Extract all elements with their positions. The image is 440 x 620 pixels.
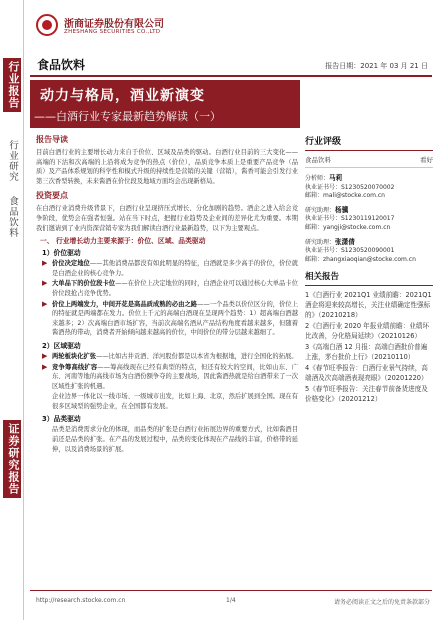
list-item-title: 大单品下的价位段卡位	[52, 280, 116, 288]
list-item-text: ——筹高线现在已经有典型的特点，但还有较大的空间，比如山东、广东、河南等地的高线市场为白酒份额争夺的主要战场，因此酱酒热就是给白酒带来了一次区域性扩张的机遇。	[52, 363, 299, 390]
list-item-title: 竞争筹高线扩容	[52, 363, 98, 371]
related-report-link[interactable]: 5《春节旺季报告：关注春节前备货进度及价格变化》（20201212）	[305, 385, 428, 404]
rating-industry: 食品饮料	[305, 156, 331, 164]
side-report-type-tag: 行业报告	[3, 58, 21, 112]
logo-chinese-name: 浙商证券股份有限公司	[64, 19, 164, 30]
industry-title: 食品饮料	[37, 58, 86, 72]
related-report-link[interactable]: 3《高端白酒 12 月报：高端白酒批价普遍上涨，茅台批价上行》（20210110）	[305, 343, 428, 362]
category-text: 品类是消费需求分化的体现，而品类的扩张是白酒行业拓展边界的重要方式，比如酱酒目前还是品类的扩张。在产品的发展过程中，品类的变化体现在产品线的丰富，价格带的延伸，以及消费场景的扩展。	[52, 426, 298, 453]
side-category-text: 行业研究	[7, 140, 18, 182]
bullet-icon: ▶	[42, 299, 48, 308]
analyst-block	[305, 238, 433, 265]
main-content	[36, 134, 298, 454]
rating-title: 行业评级	[305, 134, 433, 151]
related-report-link[interactable]: 4《春节旺季报告：白酒行业景气持续，高端酒及次高端酒表现亮眼》（20201220）	[305, 364, 428, 383]
related-report-link[interactable]: 2《白酒行业 2020 年报业绩前瞻：业绩环比改善，分化格局延续》（20210126）	[305, 322, 430, 341]
report-subheadline: ——白酒行业专家最新趋势解读（一）	[34, 110, 221, 123]
analyst-block	[305, 174, 433, 201]
list-item-text: ——其他消费品都没有如此明显的特征，白酒就是多少高手的价位，价位就是白酒企业的核心竞争力。	[52, 260, 299, 277]
list-item	[36, 352, 298, 362]
logo-mark-icon	[36, 14, 58, 36]
analyst-block	[305, 206, 433, 233]
analyst-name: 杨骥	[335, 205, 349, 214]
sub-heading-category: 3）品类驱动	[42, 415, 81, 424]
analyst-email[interactable]: 邮箱：zhangxiaoqian@stocke.com.cn	[305, 255, 416, 263]
analyst-role: 研究助理：	[305, 238, 336, 246]
analyst-license: 执业证书号：S1230520070002	[305, 183, 395, 191]
page-number: 1/4	[226, 597, 236, 604]
headline-banner	[30, 80, 300, 128]
analyst-role: 研究助理：	[305, 206, 336, 214]
analyst-name: 张潇倩	[335, 237, 355, 246]
bullet-icon: ▶	[42, 259, 48, 268]
report-headline: 动力与格局，酒业新演变	[40, 88, 205, 104]
rating-row	[305, 151, 433, 168]
analyst-license: 执业证书号：S1230119120017	[305, 215, 395, 223]
related-report-link[interactable]: 1《白酒行业 2021Q1 业绩前瞻：2021Q1 酒企将迎来较高增长，关注业绩确定性强标的》（20210218）	[305, 291, 432, 320]
list-item-title: 价位上两端发力，中间开花是高品质成熟的必由之路	[52, 300, 198, 308]
bullet-icon: ▶	[42, 362, 48, 371]
bullet-icon: ▶	[42, 351, 48, 360]
viewpoint-title: 投资要点	[36, 191, 68, 201]
analyst-name: 马莉	[329, 174, 343, 182]
title-divider	[30, 75, 432, 77]
footer-divider	[30, 590, 432, 591]
region-text: 企业边界一体化以一线市场、一级城市出发，比如上海、北京，然后扩展到全国。现在有很多区域型的强势企业，在全国都有发展。	[52, 393, 298, 410]
rating-value: 看好	[420, 156, 433, 164]
side-industry-text: 食品饮料	[7, 196, 18, 238]
summary-title: 报告导读	[36, 135, 68, 144]
section-heading-1: 一、 行业增长动力主要来源于：价位、区域、品类驱动	[40, 237, 206, 246]
summary-text: 目前白酒行业的主要增长动力来自于价位、区域及品类的驱动。白酒行业目前的三大变化——高端的下沽和次高端的上沿将成为竞争的热点（价位），品质竞争本质上是重要产品竞争（品质）及产品体系规划的科学性和模式升级的持续性是营销的关键（营销），酱香可能会引发行业第三次香型转换，未来酱酒在价位段及地域方面均会出现新格局。	[36, 149, 298, 185]
viewpoint-text: 在白酒行业消费升级背景下，白酒行业呈现挤压式增长、分化加剧的趋势。酒企之进入给会竞争阶段，优势会在强者恒强。站在当下时点，把握行业趋势及企业间的差异化尤为重要。本期我们邀请到了业内资深营销专家为我们解读白酒行业最新趋势，以下为主要观点。	[36, 205, 298, 232]
right-column	[305, 134, 433, 405]
analyst-license: 执业证书号：S1230520090001	[305, 247, 395, 255]
related-reports-list	[305, 290, 433, 404]
related-reports-title: 相关报告	[305, 270, 433, 286]
bullet-icon: ▶	[42, 279, 48, 288]
analyst-email[interactable]: 邮箱：yangji@stocke.com.cn	[305, 223, 391, 231]
analyst-role: 分析师：	[305, 175, 330, 182]
list-item	[36, 363, 298, 392]
list-item-text: ——一个品类以价位区分的，价位上的特征就是两端都在发力。价位上千元的高端白酒现在呈现两个趋势：1）超高端白酒越来越多；2）次高端白酒市场扩容，当前次高端名酒从产品结构角度看越来越多，但随着酱酒热的带动，消费者开始倾向越来越高的价位，中间价位的带分层越来越细了。	[52, 300, 299, 337]
list-item	[36, 279, 298, 298]
list-item	[36, 300, 298, 338]
analyst-email[interactable]: 邮箱：mali@stocke.com.cn	[305, 192, 385, 200]
footer-disclaimer: 请务必阅读正文之后的免责条款部分	[333, 599, 430, 606]
analyst-list	[305, 174, 433, 264]
footer-url-link[interactable]: http://research.stocke.com.cn	[36, 597, 126, 604]
list-item-title: 两轮板块化扩张	[52, 352, 97, 360]
list-item	[36, 259, 298, 278]
left-sidebar	[0, 0, 24, 620]
company-logo	[36, 12, 164, 44]
list-item-text: ——在价位上决定地位的同时，白酒企业可以通过核心大单品卡位价位段抢占竞争优势。	[52, 280, 299, 297]
list-item-title: 价位决定地位	[52, 260, 90, 268]
sub-heading-price: 1）价位驱动	[42, 249, 81, 258]
list-item-text: ——比如古井贡酒、洋河股份都是以本省为根据地，进行全国化的拓展。	[96, 352, 298, 360]
logo-english-name: ZHESHANG SECURITIES CO.,LTD	[64, 29, 161, 35]
report-date: 报告日期：2021 年 03 月 21 日	[325, 62, 428, 70]
sub-heading-region: 2）区域驱动	[42, 341, 81, 350]
side-research-tag: 证券研究报告	[3, 420, 21, 498]
